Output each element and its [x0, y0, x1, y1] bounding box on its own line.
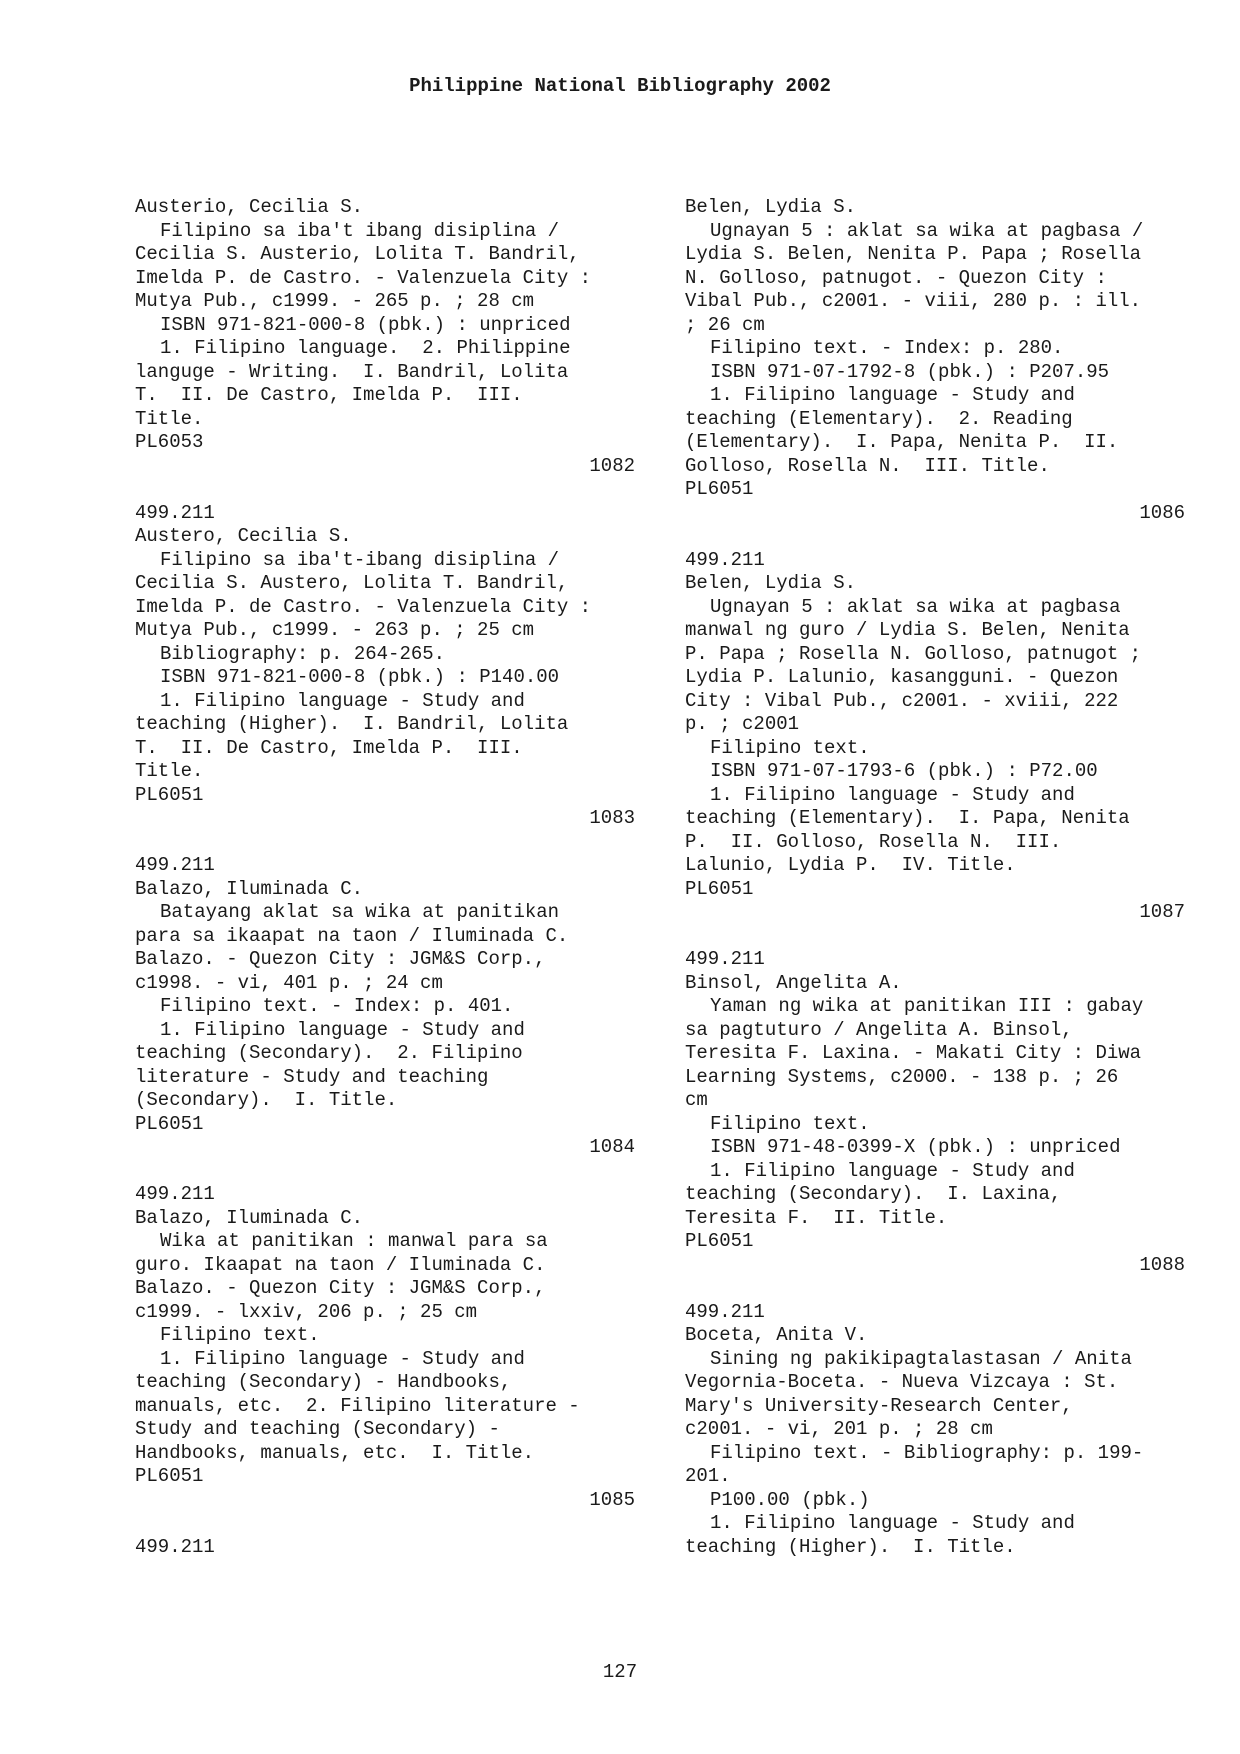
entry-line: 1. Filipino language. 2. Philippine	[160, 337, 571, 359]
entry-line: teaching (Secondary) - Handbooks,	[135, 1371, 512, 1393]
entry-line: 499.211	[685, 1300, 765, 1323]
entry-line: 201.	[685, 1465, 731, 1487]
entry-line: 1. Filipino language - Study and	[160, 689, 525, 712]
entry-line: 1. Filipino language - Study and	[710, 783, 1075, 806]
entry-line: PL6051	[135, 783, 204, 806]
entry-line: Ugnayan 5 : aklat sa wika at pagbasa /	[710, 219, 1144, 242]
entry-line: Belen, Lydia S.	[685, 196, 857, 218]
entry-line: 1. Filipino language - Study and	[160, 1018, 525, 1041]
entry-number: 1083	[589, 807, 635, 829]
entry-line: Teresita F. II. Title.	[685, 1206, 948, 1229]
entry-line: City : Vibal Pub., c2001. - xviii, 222	[685, 689, 1119, 712]
entry-line: (Secondary). I. Title.	[135, 1089, 398, 1111]
entry-line: sa pagtuturo / Angelita A. Binsol,	[685, 1018, 1073, 1041]
entry-line: P100.00 (pbk.)	[710, 1488, 870, 1511]
bibliography-entry	[685, 549, 1185, 925]
entry-line: Golloso, Rosella N. III. Title.	[685, 454, 1050, 477]
entry-line: Vibal Pub., c2001. - viii, 280 p. : ill.	[685, 290, 1142, 312]
entry-line: 499.211	[685, 548, 765, 571]
entry-line: P. Papa ; Rosella N. Golloso, patnugot ;	[685, 642, 1142, 665]
entry-line: Title.	[135, 407, 204, 430]
entry-line: c1999. - lxxiv, 206 p. ; 25 cm	[135, 1300, 478, 1323]
page-title: Philippine National Bibliography 2002	[409, 75, 831, 97]
entry-line: teaching (Higher). I. Bandril, Lolita	[135, 713, 569, 735]
entry-line: Wika at panitikan : manwal para sa	[160, 1230, 548, 1252]
entry-number: 1088	[1139, 1253, 1185, 1276]
entry-line: ISBN 971-48-0399-X (pbk.) : unpriced	[710, 1136, 1121, 1158]
entry-line: 499.211	[685, 948, 765, 970]
entry-line: Filipino sa iba't ibang disiplina /	[160, 219, 560, 242]
entry-line: T. II. De Castro, Imelda P. III.	[135, 384, 523, 406]
entry-line: Teresita F. Laxina. - Makati City : Diwa	[685, 1042, 1142, 1064]
entry-line: Batayang aklat sa wika at panitikan	[160, 901, 560, 923]
entry-line: c1998. - vi, 401 p. ; 24 cm	[135, 971, 443, 994]
entry-line: c2001. - vi, 201 p. ; 28 cm	[685, 1418, 993, 1440]
entry-line: 1. Filipino language - Study and	[710, 1512, 1075, 1534]
entry-line: Filipino text. - Index: p. 280.	[710, 337, 1064, 359]
entry-line: Cecilia S. Austero, Lolita T. Bandril,	[135, 572, 569, 594]
entry-line: teaching (Secondary). I. Laxina,	[685, 1183, 1062, 1205]
entry-line: guro. Ikaapat na taon / Iluminada C.	[135, 1253, 546, 1276]
entry-line: literature - Study and teaching	[135, 1065, 489, 1088]
entry-line: ISBN 971-821-000-8 (pbk.) : P140.00	[160, 666, 560, 688]
entry-line: Balazo. - Quezon City : JGM&S Corp.,	[135, 948, 546, 970]
entry-line: PL6051	[685, 877, 754, 900]
entry-line: PL6051	[685, 478, 754, 500]
entry-line: Filipino text.	[710, 1112, 870, 1135]
entry-line: Yaman ng wika at panitikan III : gabay	[710, 995, 1144, 1017]
entry-line: 499.211	[135, 1183, 215, 1205]
entry-line: Mutya Pub., c1999. - 265 p. ; 28 cm	[135, 290, 535, 312]
entry-line: 499.211	[135, 501, 215, 524]
entry-line: Filipino text. - Index: p. 401.	[160, 995, 514, 1017]
right-column	[685, 196, 1185, 1583]
entry-line: Binsol, Angelita A.	[685, 971, 902, 994]
entry-line: teaching (Higher). I. Title.	[685, 1535, 1016, 1558]
entry-line: T. II. De Castro, Imelda P. III.	[135, 736, 523, 759]
entry-line: Ugnayan 5 : aklat sa wika at pagbasa	[710, 595, 1121, 618]
entry-line: Cecilia S. Austerio, Lolita T. Bandril,	[135, 243, 580, 265]
entry-line: Mutya Pub., c1999. - 263 p. ; 25 cm	[135, 619, 535, 641]
entry-line: 1. Filipino language - Study and	[160, 1347, 525, 1370]
bibliography-entry	[685, 1301, 1185, 1560]
entry-line: Boceta, Anita V.	[685, 1324, 868, 1346]
page-number: 127	[602, 1661, 638, 1683]
bibliography-entry	[135, 854, 635, 1160]
bibliography-entry	[685, 196, 1185, 525]
entry-line: p. ; c2001	[685, 713, 800, 735]
entry-line: teaching (Elementary). I. Papa, Nenita	[685, 807, 1130, 829]
entry-number: 1082	[589, 454, 635, 477]
entry-line: ; 26 cm	[685, 313, 765, 336]
entry-number: 1084	[589, 1136, 635, 1158]
entry-line: Filipino text.	[160, 1324, 320, 1346]
entry-line: Austero, Cecilia S.	[135, 525, 352, 547]
entry-line: PL6051	[685, 1230, 754, 1252]
entry-line: 499.211	[135, 1535, 215, 1558]
entry-line: 499.211	[135, 854, 215, 876]
bibliography-entry	[135, 196, 635, 478]
entry-line: Filipino sa iba't-ibang disiplina /	[160, 548, 560, 571]
entry-line: Balazo, Iluminada C.	[135, 877, 364, 900]
entry-line: Filipino text.	[710, 736, 870, 759]
bibliography-entry	[135, 1536, 635, 1560]
entry-line: Filipino text. - Bibliography: p. 199-	[710, 1441, 1144, 1464]
entry-line: manwal ng guro / Lydia S. Belen, Nenita	[685, 619, 1130, 641]
entry-line: Austerio, Cecilia S.	[135, 196, 364, 218]
entry-line: cm	[685, 1089, 708, 1111]
entry-line: Study and teaching (Secondary) -	[135, 1418, 500, 1440]
entry-line: languge - Writing. I. Bandril, Lolita	[135, 360, 569, 383]
left-column	[135, 196, 635, 1583]
entry-line: Imelda P. de Castro. - Valenzuela City :	[135, 595, 592, 618]
entry-line: Learning Systems, c2000. - 138 p. ; 26	[685, 1065, 1119, 1088]
entry-line: Handbooks, manuals, etc. I. Title.	[135, 1441, 535, 1464]
entry-line: teaching (Elementary). 2. Reading	[685, 407, 1073, 430]
bibliography-entry	[135, 1183, 635, 1512]
entry-line: teaching (Secondary). 2. Filipino	[135, 1042, 523, 1064]
entry-line: (Elementary). I. Papa, Nenita P. II.	[685, 431, 1119, 453]
entry-line: Title.	[135, 760, 204, 782]
entry-line: Imelda P. de Castro. - Valenzuela City :	[135, 266, 592, 289]
entry-line: P. II. Golloso, Rosella N. III.	[685, 830, 1062, 853]
entry-number: 1086	[1139, 501, 1185, 524]
entry-line: Sining ng pakikipagtalastasan / Anita	[710, 1347, 1132, 1370]
bibliography-entry	[135, 502, 635, 831]
entry-line: N. Golloso, patnugot. - Quezon City :	[685, 266, 1107, 289]
entry-line: Lydia S. Belen, Nenita P. Papa ; Rosella	[685, 243, 1142, 265]
entry-line: PL6051	[135, 1465, 204, 1487]
entry-line: Vegornia-Boceta. - Nueva Vizcaya : St.	[685, 1371, 1119, 1393]
entry-line: 1. Filipino language - Study and	[710, 1159, 1075, 1182]
bibliography-entry	[685, 948, 1185, 1277]
entry-line: ISBN 971-07-1793-6 (pbk.) : P72.00	[710, 760, 1098, 782]
entry-line: Balazo, Iluminada C.	[135, 1206, 364, 1229]
entry-line: 1. Filipino language - Study and	[710, 384, 1075, 406]
entry-line: para sa ikaapat na taon / Iluminada C.	[135, 924, 569, 947]
entry-line: Belen, Lydia S.	[685, 572, 857, 594]
entry-line: PL6051	[135, 1112, 204, 1135]
entry-number: 1087	[1139, 901, 1185, 923]
entry-number: 1085	[589, 1488, 635, 1511]
entry-line: ISBN 971-821-000-8 (pbk.) : unpriced	[160, 313, 571, 336]
entry-line: Lalunio, Lydia P. IV. Title.	[685, 854, 1016, 876]
entry-line: ISBN 971-07-1792-8 (pbk.) : P207.95	[710, 360, 1110, 383]
entry-line: PL6053	[135, 431, 204, 453]
entry-line: Mary's University-Research Center,	[685, 1394, 1073, 1417]
entry-line: Lydia P. Lalunio, kasangguni. - Quezon	[685, 666, 1119, 688]
entry-line: manuals, etc. 2. Filipino literature -	[135, 1394, 580, 1417]
entry-line: Balazo. - Quezon City : JGM&S Corp.,	[135, 1277, 546, 1299]
entry-line: Bibliography: p. 264-265.	[160, 642, 446, 665]
